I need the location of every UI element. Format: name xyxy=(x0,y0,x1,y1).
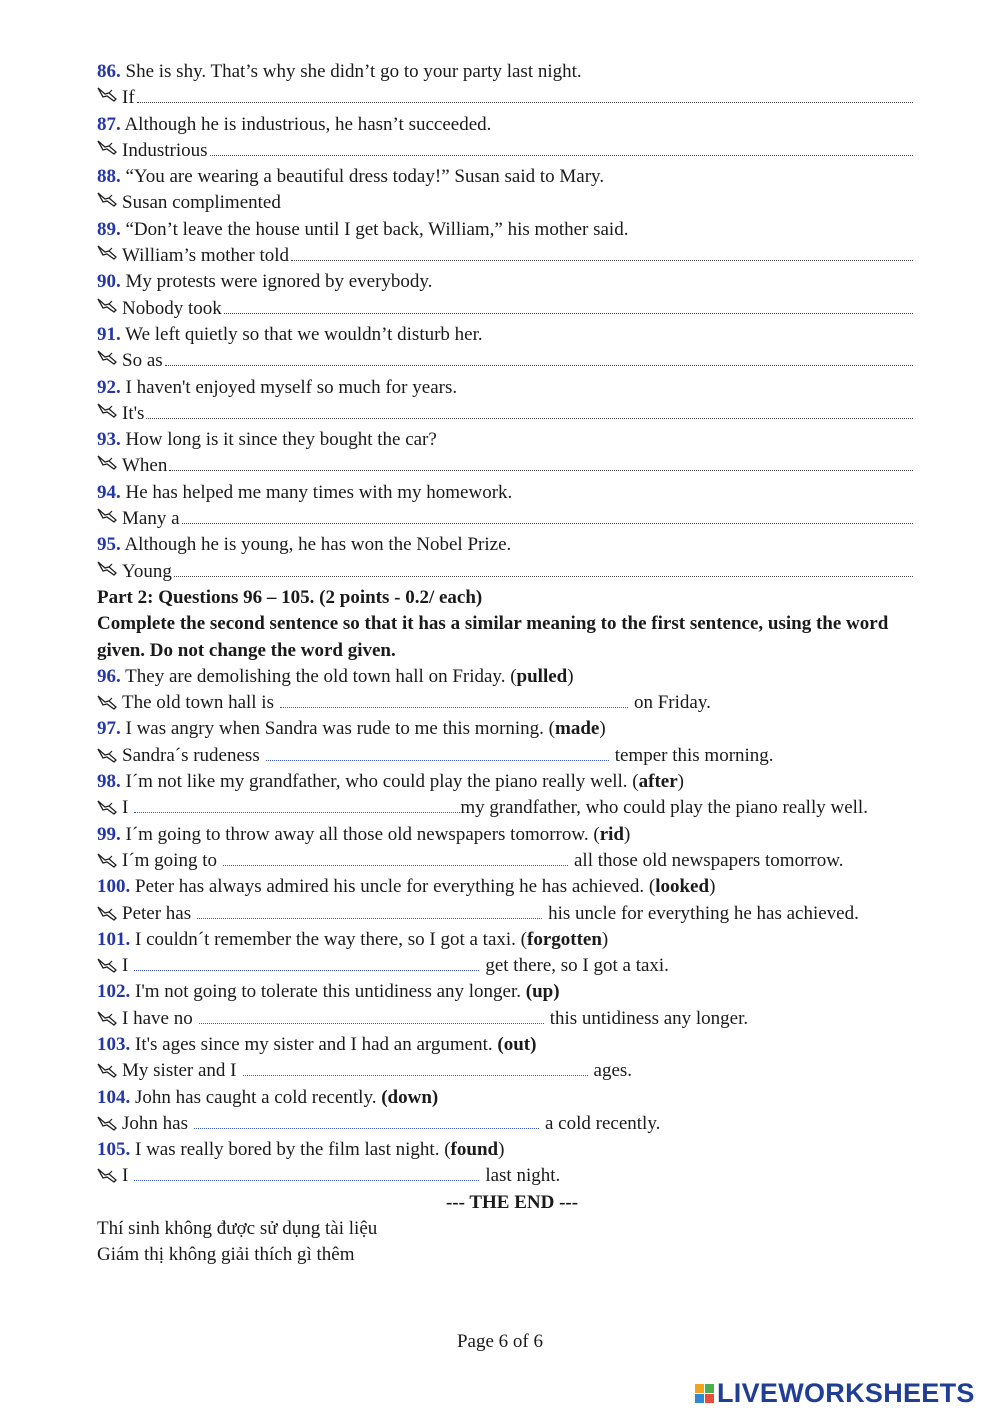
answer-tail: a cold recently. xyxy=(544,1112,661,1134)
question-number: 98. xyxy=(97,771,121,793)
answer-tail: temper this morning. xyxy=(614,744,774,766)
answer-line-89 xyxy=(97,243,937,269)
answer-lead: I xyxy=(122,797,129,819)
answer-lead: Peter has xyxy=(122,902,192,924)
answer-lead: Many a xyxy=(122,508,180,530)
question-96 xyxy=(97,664,937,690)
note-line-2: Giám thị không giải thích gì thêm xyxy=(97,1244,355,1266)
writing-hand-icon xyxy=(97,559,119,577)
answer-lead: William’s mother told xyxy=(122,245,290,267)
question-text: “You are wearing a beautiful dress today!” Susan said to Mary. xyxy=(125,166,605,188)
question-92 xyxy=(97,375,937,401)
writing-hand-icon xyxy=(97,693,119,711)
answer-lead: My sister and I xyxy=(122,1060,237,1082)
question-98 xyxy=(97,769,937,795)
writing-hand-icon xyxy=(97,851,119,869)
question-94 xyxy=(97,480,937,506)
question-number: 102. xyxy=(97,981,131,1003)
answer-line-98 xyxy=(97,795,937,821)
given-word: pulled xyxy=(516,665,568,687)
question-number: 91. xyxy=(97,323,121,345)
answer-lead: Industrious xyxy=(122,139,208,161)
question-104 xyxy=(97,1085,937,1111)
question-number: 101. xyxy=(97,928,131,950)
close-paren: ) xyxy=(677,771,684,793)
question-101 xyxy=(97,927,937,953)
writing-hand-icon xyxy=(97,190,119,208)
question-95 xyxy=(97,532,937,558)
writing-hand-icon xyxy=(97,1009,119,1027)
answer-blank[interactable] xyxy=(134,798,460,813)
answer-tail: ages. xyxy=(593,1060,633,1082)
answer-tail: get there, so I got a taxi. xyxy=(485,955,669,977)
question-number: 105. xyxy=(97,1139,131,1161)
answer-lead: John has xyxy=(122,1112,188,1134)
close-paren: ) xyxy=(498,1139,505,1161)
question-text: He has helped me many times with my homework. xyxy=(125,481,513,503)
question-number: 87. xyxy=(97,113,121,135)
question-number: 99. xyxy=(97,823,121,845)
given-word: forgotten xyxy=(527,928,602,950)
question-text: Peter has always admired his uncle for everything he has achieved. ( xyxy=(135,876,656,898)
page-number: Page 6 of 6 xyxy=(456,1331,543,1352)
given-word: (out) xyxy=(497,1033,537,1055)
note-line-1: Thí sinh không được sử dụng tài liệu xyxy=(97,1218,378,1240)
answer-blank[interactable] xyxy=(280,693,628,708)
answer-line-103 xyxy=(97,1058,937,1084)
answer-blank[interactable] xyxy=(134,956,479,971)
writing-hand-icon xyxy=(97,401,119,419)
writing-hand-icon xyxy=(97,296,119,314)
writing-hand-icon xyxy=(97,798,119,816)
answer-lead: The old town hall is xyxy=(122,692,274,714)
answer-lead: Nobody took xyxy=(122,297,222,319)
answer-blank[interactable] xyxy=(223,851,568,866)
question-text: She is shy. That’s why she didn’t go to your party last night. xyxy=(125,61,582,82)
worksheet-page xyxy=(97,59,937,1269)
question-text: Although he is industrious, he hasn’t succeeded. xyxy=(124,113,492,135)
answer-lead: Susan complimented xyxy=(122,192,281,214)
question-number: 92. xyxy=(97,376,121,398)
question-number: 97. xyxy=(97,718,121,740)
close-paren: ) xyxy=(567,665,574,687)
given-word: after xyxy=(638,771,678,793)
writing-hand-icon xyxy=(97,904,119,922)
answer-lead: It's xyxy=(122,402,145,424)
answer-blank[interactable] xyxy=(197,904,542,919)
question-number: 100. xyxy=(97,876,131,898)
answer-blank[interactable] xyxy=(243,1061,588,1076)
part2-questions xyxy=(97,664,937,1190)
question-89 xyxy=(97,217,937,243)
answer-tail: my grandfather, who could play the piano really well. xyxy=(460,797,868,819)
liveworksheets-logo-icon xyxy=(695,1384,714,1403)
writing-hand-icon xyxy=(97,506,119,524)
answer-line-97 xyxy=(97,743,937,769)
answer-tail: all those old newspapers tomorrow. xyxy=(574,849,844,871)
close-paren: ) xyxy=(601,928,609,950)
question-text: I was really bored by the film last night. ( xyxy=(135,1139,451,1161)
the-end-marker: --- THE END --- xyxy=(445,1191,579,1213)
answer-blank[interactable] xyxy=(137,88,913,103)
answer-tail: last night. xyxy=(485,1165,561,1187)
answer-tail: his uncle for everything he has achieved. xyxy=(548,902,859,924)
answer-tail: this untidiness any longer. xyxy=(549,1007,749,1029)
answer-blank[interactable] xyxy=(266,746,609,761)
given-word: made xyxy=(555,718,600,740)
answer-blank[interactable] xyxy=(291,246,913,261)
part2-heading: Part 2: Questions 96 – 105. (2 points - 0.2/ each) xyxy=(97,586,483,608)
writing-hand-icon xyxy=(97,1166,119,1184)
answer-line-93 xyxy=(97,453,937,479)
answer-blank[interactable] xyxy=(174,562,913,577)
answer-line-105 xyxy=(97,1163,937,1189)
answer-line-104 xyxy=(97,1111,937,1137)
answer-lead: Sandra´s rudeness xyxy=(122,744,260,766)
part1-questions xyxy=(97,59,937,585)
answer-blank[interactable] xyxy=(224,299,913,314)
question-number: 94. xyxy=(97,481,121,503)
question-text: How long is it since they bought the car? xyxy=(125,429,437,451)
question-91 xyxy=(97,322,937,348)
answer-line-87 xyxy=(97,138,937,164)
answer-lead: I have no xyxy=(122,1007,193,1029)
answer-lead: When xyxy=(122,455,168,477)
given-word: rid xyxy=(599,823,624,845)
answer-line-88 xyxy=(97,190,937,216)
answer-blank[interactable] xyxy=(169,456,913,471)
question-90 xyxy=(97,269,937,295)
question-text: My protests were ignored by everybody. xyxy=(125,271,433,293)
question-number: 93. xyxy=(97,429,121,451)
question-99 xyxy=(97,822,937,848)
question-93 xyxy=(97,427,937,453)
question-97 xyxy=(97,716,937,742)
answer-line-96 xyxy=(97,690,937,716)
given-word: looked xyxy=(655,876,710,898)
question-text: We left quietly so that we wouldn’t disturb her. xyxy=(125,323,483,345)
question-text: “Don’t leave the house until I get back, William,” his mother said. xyxy=(125,218,629,240)
question-100 xyxy=(97,874,937,900)
writing-hand-icon xyxy=(97,1114,119,1132)
answer-blank[interactable] xyxy=(182,509,913,524)
answer-tail: on Friday. xyxy=(633,692,711,714)
liveworksheets-logo xyxy=(695,1378,975,1409)
writing-hand-icon xyxy=(97,348,119,366)
question-text: John has caught a cold recently. xyxy=(135,1086,382,1108)
answer-line-91 xyxy=(97,348,937,374)
answer-blank[interactable] xyxy=(146,404,913,419)
question-text: I couldn´t remember the way there, so I got a taxi. ( xyxy=(135,928,527,950)
answer-line-99 xyxy=(97,848,937,874)
question-number: 89. xyxy=(97,218,121,240)
answer-line-100 xyxy=(97,901,937,927)
close-paren: ) xyxy=(709,876,716,898)
question-text: I'm not going to tolerate this untidiness any longer. xyxy=(135,981,526,1003)
answer-blank[interactable] xyxy=(199,1009,544,1024)
writing-hand-icon xyxy=(97,1061,119,1079)
question-text: I was angry when Sandra was rude to me this morning. ( xyxy=(125,718,556,740)
answer-lead: So as xyxy=(122,350,163,372)
given-word: found xyxy=(450,1139,499,1161)
question-number: 103. xyxy=(97,1033,131,1055)
answer-line-95 xyxy=(97,559,937,585)
question-86 xyxy=(97,59,937,85)
writing-hand-icon xyxy=(97,453,119,471)
question-number: 88. xyxy=(97,166,121,188)
question-105 xyxy=(97,1137,937,1163)
answer-blank[interactable] xyxy=(194,1114,539,1129)
question-text: I´m going to throw away all those old newspapers tomorrow. ( xyxy=(125,823,600,845)
question-text: I´m not like my grandfather, who could play the piano really well. ( xyxy=(125,771,639,793)
question-number: 96. xyxy=(97,665,121,687)
answer-lead: If xyxy=(122,87,135,109)
answer-line-92 xyxy=(97,401,937,427)
writing-hand-icon xyxy=(97,746,119,764)
answer-line-90 xyxy=(97,296,937,322)
answer-blank[interactable] xyxy=(134,1166,479,1181)
given-word: (up) xyxy=(525,981,560,1003)
answer-lead: I xyxy=(122,1165,129,1187)
answer-blank[interactable] xyxy=(210,141,914,156)
writing-hand-icon xyxy=(97,956,119,974)
question-text: Although he is young, he has won the Nobel Prize. xyxy=(124,534,512,556)
answer-line-101 xyxy=(97,953,937,979)
answer-lead: Young xyxy=(122,560,172,582)
question-text: I haven't enjoyed myself so much for years. xyxy=(125,376,458,398)
question-103 xyxy=(97,1032,937,1058)
question-text: It's ages since my sister and I had an argument. xyxy=(135,1033,498,1055)
question-87 xyxy=(97,112,937,138)
question-number: 86. xyxy=(97,61,121,82)
close-paren: ) xyxy=(623,823,631,845)
answer-blank[interactable] xyxy=(165,351,913,366)
question-number: 104. xyxy=(97,1086,131,1108)
writing-hand-icon xyxy=(97,138,119,156)
close-paren: ) xyxy=(599,718,606,740)
given-word: (down) xyxy=(381,1086,439,1108)
answer-lead: I´m going to xyxy=(122,849,217,871)
writing-hand-icon xyxy=(97,85,119,103)
question-number: 95. xyxy=(97,534,121,556)
answer-lead: I xyxy=(122,955,129,977)
writing-hand-icon xyxy=(97,243,119,261)
answer-line-102 xyxy=(97,1006,937,1032)
brand-name: LIVEWORKSHEETS xyxy=(717,1378,975,1408)
question-number: 90. xyxy=(97,271,121,293)
part2-instruction: Complete the second sentence so that it has a similar meaning to the first sentence, using the word given. Do not change the word given. xyxy=(97,613,889,661)
question-text: They are demolishing the old town hall on Friday. ( xyxy=(125,665,517,687)
question-88 xyxy=(97,164,937,190)
answer-line-94 xyxy=(97,506,937,532)
answer-line-86 xyxy=(97,85,937,111)
question-102 xyxy=(97,979,937,1005)
